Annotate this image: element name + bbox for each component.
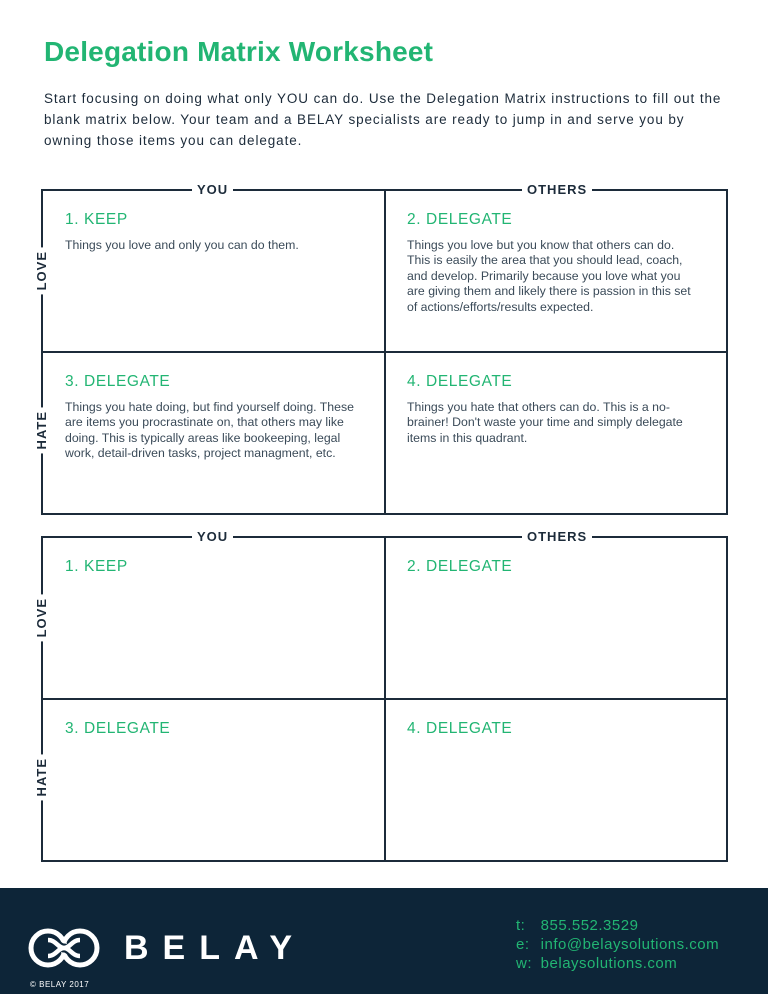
quadrant-delegate-hate-you	[65, 373, 355, 462]
quadrant-description: Things you hate doing, but find yourself doing. These are items you procrastinate on, that others may like doing. This is typically areas like bookeeping, legal work, detail-driven tasks, project managment, etc.	[65, 400, 354, 461]
quadrant-keep	[65, 211, 355, 253]
blank-quadrant-delegate-hate-others[interactable]	[407, 720, 697, 747]
blank-quadrant-keep[interactable]	[65, 558, 355, 585]
quadrant-heading: 2. DELEGATE	[407, 558, 513, 575]
column-label-others: OTHERS	[522, 182, 592, 198]
footer	[0, 888, 768, 994]
quadrant-description: Things you hate that others can do. This is a no-brainer! Don't waste your time and simply delegate items in this quadrant.	[407, 400, 683, 445]
email-link[interactable]: info@belaysolutions.com	[540, 936, 720, 953]
phone-row	[516, 916, 719, 935]
brand-wordmark: BELAY	[124, 929, 307, 967]
phone-key: t:	[516, 917, 526, 934]
quadrant-description: Things you love but you know that others can do. This is easily the area that you should lead, coach, and develop. Primarily because you love what you are giving them and likely there is passion in this set of actions/efforts/results expected.	[407, 238, 691, 314]
row-label-love: LOVE	[32, 594, 52, 641]
column-label-others: OTHERS	[522, 529, 592, 545]
row-label-hate: HATE	[32, 407, 52, 453]
blank-matrix	[34, 529, 728, 862]
web-row	[516, 954, 719, 973]
quadrant-description: Things you love and only you can do them.	[65, 238, 299, 252]
column-label-you: YOU	[192, 529, 233, 545]
email-key: e:	[516, 936, 530, 953]
example-matrix	[34, 182, 728, 515]
blank-quadrant-delegate-hate-you[interactable]	[65, 720, 355, 747]
quadrant-heading: 1. KEEP	[65, 211, 128, 228]
horizontal-divider	[43, 351, 726, 353]
copyright: © BELAY 2017	[30, 980, 90, 989]
quadrant-delegate-hate-others	[407, 373, 697, 446]
quadrant-heading: 3. DELEGATE	[65, 720, 171, 737]
quadrant-heading: 2. DELEGATE	[407, 211, 513, 228]
quadrant-heading: 3. DELEGATE	[65, 373, 171, 390]
website-link[interactable]: belaysolutions.com	[540, 955, 678, 972]
quadrant-heading: 1. KEEP	[65, 558, 128, 575]
quadrant-heading: 4. DELEGATE	[407, 720, 513, 737]
row-label-hate: HATE	[32, 754, 52, 800]
belay-logo-icon	[26, 926, 102, 970]
phone-number[interactable]: 855.552.3529	[540, 917, 639, 934]
quadrant-heading: 4. DELEGATE	[407, 373, 513, 390]
page-title: Delegation Matrix Worksheet	[44, 36, 434, 67]
row-label-love: LOVE	[32, 247, 52, 294]
web-key: w:	[516, 955, 532, 972]
email-row	[516, 935, 719, 954]
quadrant-delegate-love	[407, 211, 697, 315]
blank-quadrant-delegate-love[interactable]	[407, 558, 697, 585]
column-label-you: YOU	[192, 182, 233, 198]
intro-text: Start focusing on doing what only YOU can do. Use the Delegation Matrix instructions to fill out the blank matrix below. Your team and a BELAY specialists are ready to jump in and serve you by owning those items you can delegate.	[44, 91, 722, 148]
contact-info	[516, 916, 719, 973]
horizontal-divider	[43, 698, 726, 700]
